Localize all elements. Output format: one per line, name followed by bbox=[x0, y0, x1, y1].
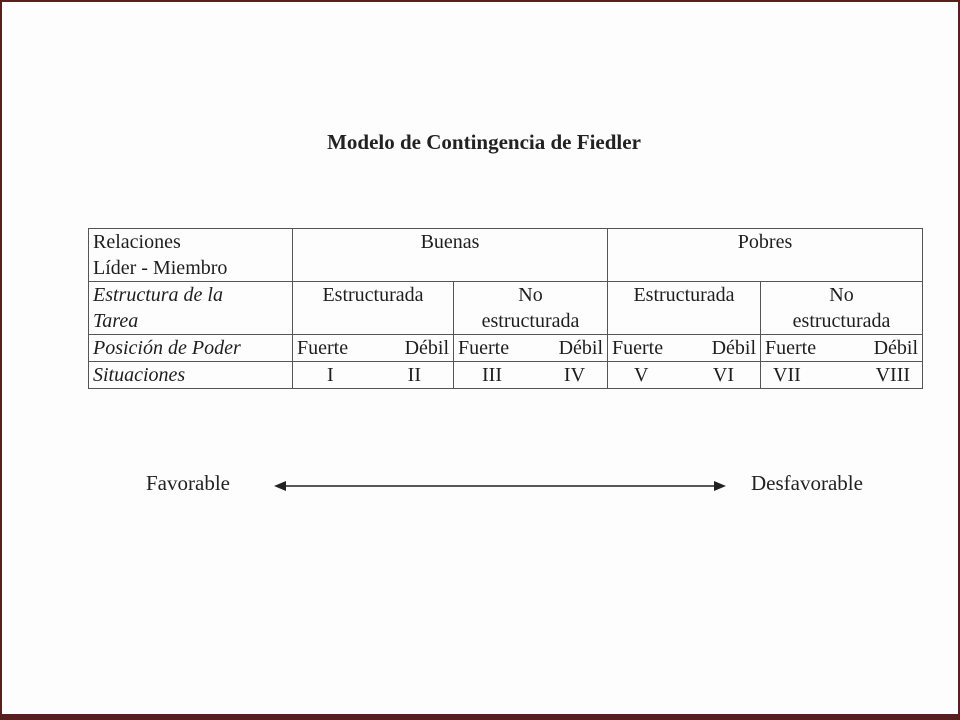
row-header-line: Estructura de la bbox=[93, 284, 223, 306]
cell-poder-1 bbox=[293, 335, 454, 362]
row-estructura bbox=[89, 282, 923, 335]
double-arrow-icon bbox=[274, 476, 726, 496]
cell-situacion-1 bbox=[293, 362, 454, 389]
cell-situacion: IV bbox=[563, 364, 586, 386]
row-relaciones bbox=[89, 229, 923, 282]
cell-fuerte: Fuerte bbox=[765, 337, 817, 359]
cell-situacion: VII bbox=[773, 364, 801, 386]
cell-debil: Débil bbox=[873, 337, 919, 359]
cell-situacion: II bbox=[407, 364, 421, 386]
cell-estructura-3 bbox=[608, 282, 761, 335]
cell-debil: Débil bbox=[711, 337, 757, 359]
cell-situacion-2 bbox=[454, 362, 608, 389]
cell-situacion: V bbox=[634, 364, 649, 386]
cell-situacion: III bbox=[482, 364, 502, 386]
cell-situacion-3 bbox=[608, 362, 761, 389]
cell-fuerte: Fuerte bbox=[612, 337, 664, 359]
row-header-line: Tarea bbox=[93, 310, 139, 332]
cell-poder-4 bbox=[761, 335, 923, 362]
slide-title: Modelo de Contingencia de Fiedler bbox=[327, 130, 641, 154]
cell-situacion: VI bbox=[712, 364, 735, 386]
group-pobres: Pobres bbox=[608, 229, 923, 282]
cell-situacion-4 bbox=[761, 362, 923, 389]
cell-fuerte: Fuerte bbox=[297, 337, 349, 359]
cell-poder-2 bbox=[454, 335, 608, 362]
cell-line: Estructurada bbox=[322, 284, 424, 306]
cell-estructura-1 bbox=[293, 282, 454, 335]
row-header-line: Líder - Miembro bbox=[93, 257, 228, 279]
cell-situacion: VIII bbox=[875, 364, 911, 386]
cell-estructura-2 bbox=[454, 282, 608, 335]
cell-line: Estructurada bbox=[633, 284, 735, 306]
cell-line: estructurada bbox=[792, 310, 891, 332]
row-header-situaciones: Situaciones bbox=[89, 362, 293, 389]
cell-line: estructurada bbox=[481, 310, 580, 332]
row-header-relaciones bbox=[89, 229, 293, 282]
desfavorable-label: Desfavorable bbox=[751, 471, 863, 495]
row-header-line: Relaciones bbox=[93, 231, 181, 253]
cell-situacion: I bbox=[327, 364, 334, 386]
cell-estructura-4 bbox=[761, 282, 923, 335]
fiedler-table bbox=[88, 228, 923, 389]
row-poder bbox=[89, 335, 923, 362]
cell-line: No bbox=[518, 284, 543, 306]
row-situaciones bbox=[89, 362, 923, 389]
slide bbox=[2, 2, 958, 714]
row-header-poder: Posición de Poder bbox=[89, 335, 293, 362]
cell-line: No bbox=[829, 284, 854, 306]
favorable-label: Favorable bbox=[146, 471, 230, 495]
cell-poder-3 bbox=[608, 335, 761, 362]
cell-debil: Débil bbox=[558, 337, 604, 359]
cell-fuerte: Fuerte bbox=[458, 337, 510, 359]
favorability-scale bbox=[2, 468, 958, 504]
row-header-estructura bbox=[89, 282, 293, 335]
cell-debil: Débil bbox=[404, 337, 449, 359]
group-buenas: Buenas bbox=[293, 229, 608, 282]
